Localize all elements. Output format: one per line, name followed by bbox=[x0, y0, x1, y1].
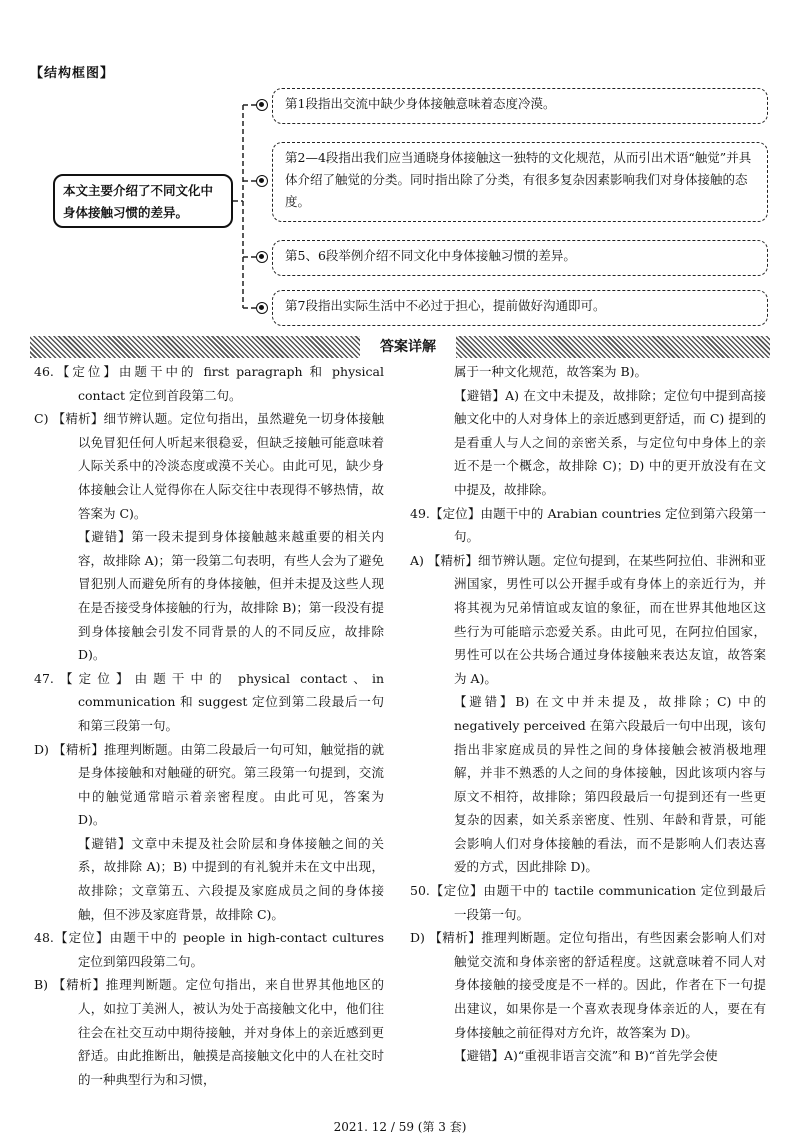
q49-locate: 49.【定位】由题干中的 Arabian countries 定位到第六段第一句。 bbox=[410, 505, 766, 545]
q46-analysis: C) 【精析】细节辨认题。定位句指出，虽然避免一切身体接触以免冒犯任何人听起来很稳妥，但缺乏接触可能意味着人际关系中的冷淡态度或漠不关心。由此可见，缺少身体接触会让人觉得你在人际交往中表现得不够热情，故答案为 C)。 bbox=[34, 411, 384, 521]
structure-branch-2: 第2—4段指出我们应当通晓身体接触这一独特的文化规范，从而引出术语“触觉”并具体介绍了触觉的分类。同时指出除了分类，有很多复杂因素影响我们对身体接触的态度。 bbox=[272, 142, 768, 222]
bullet-icon bbox=[256, 99, 268, 111]
q48-analysis-continued: 属于一种文化规范，故答案为 B)。 bbox=[454, 364, 648, 379]
q50-locate: 50.【定位】由题干中的 tactile communication 定位到最后一段第一句。 bbox=[410, 883, 766, 922]
bullet-icon bbox=[256, 175, 268, 187]
q46-error: 【避错】第一段未提到身体接触越来越重要的相关内容，故排除 A)；第一段第二句表明，有些人会为了避免冒犯别人而避免所有的身体接触，但并未提及这些人现在是否接受身体接触的行为，故排除 B)；第一段没有提到身体接触会引发不同背景的人的不同反应，故排除 D)。 bbox=[78, 529, 384, 663]
structure-title: 【结构框图】 bbox=[30, 66, 115, 81]
structure-main-box: 本文主要介绍了不同文化中身体接触习惯的差异。 bbox=[53, 174, 233, 228]
structure-branch-3: 第5、6段举例介绍不同文化中身体接触习惯的差异。 bbox=[272, 240, 768, 276]
q48-analysis: B) 【精析】推理判断题。定位句指出，来自世界其他地区的人，如拉丁美洲人，被认为处于高接触文化中，他们往往会在社交互动中期待接触，并对身体上的亲近感到更舒适。由此推断出，触摸是高接触文化中的人在社交时的一种典型行为和习惯， bbox=[34, 977, 384, 1087]
q47-error: 【避错】文章中未提及社会阶层和身体接触之间的关系，故排除 A)；B) 中提到的有礼貌并未在文中出现，故排除；文章第五、六段提及家庭成员之间的身体接触，但不涉及家庭背景，故排除 C)。 bbox=[78, 835, 384, 922]
page-footer: 2021. 12 / 59 (第 3 套) bbox=[333, 1120, 467, 1134]
q50-error: 【避错】A)“重视非语言交流”和 B)“首先学会使 bbox=[454, 1048, 718, 1064]
structure-branch-4: 第7段指出实际生活中不必过于担心，提前做好沟通即可。 bbox=[272, 290, 768, 326]
q48-locate: 48.【定位】由题干中的 people in high-contact cultures 定位到第四段第二句。 bbox=[34, 930, 384, 969]
bullet-icon bbox=[256, 302, 268, 314]
q48-error: 【避错】A) 在文中未提及，故排除；定位句中提到高接触文化中的人对身体上的亲近感到更舒适，而 C) 提到的是看重人与人之间的亲密关系，与定位句中身体上的亲近不是一个概念，故排除 C)；D) 中的更开放没有在文中提及，故排除。 bbox=[454, 387, 766, 497]
answers-right-column bbox=[410, 360, 766, 1068]
bullet-icon bbox=[256, 251, 268, 263]
section-title: 答案详解 bbox=[360, 336, 456, 358]
q49-analysis: A) 【精析】细节辨认题。定位句提到，在某些阿拉伯、非洲和亚洲国家，男性可以公开握手或有身体上的亲近行为，并将其视为兄弟情谊或友谊的象征，而在世界其他地区这些行为可能暗示恋爱关系。由此可见，在阿拉伯国家，男性可以在公共场合通过身体接触来表达友谊，故答案为 A)。 bbox=[410, 552, 766, 686]
q49-error: 【避错】B) 在文中并未提及，故排除；C) 中的 negatively perceived 在第六段最后一句中出现，该句指出非家庭成员的异性之间的身体接触会被消极地理解，并非不熟悉的人之间的身体接触，因此该项内容与原文不相符，故排除；第四段最后一句提到还有一些更复杂的因素，如关系亲密度、性别、年龄和背景，可能会影响人们对身体接触的看法，而不是影响人们表达喜爱的方式，因此排除 D)。 bbox=[454, 694, 766, 875]
q47-locate: 47.【定位】由题干中的 physical contact、in communication 和 suggest 定位到第二段最后一句和第三段第一句。 bbox=[34, 670, 384, 733]
q46-locate: 46.【定位】由题干中的 first paragraph 和 physical contact 定位到首段第二句。 bbox=[34, 364, 384, 403]
q50-analysis: D) 【精析】推理判断题。定位句指出，有些因素会影响人们对触觉交流和身体亲密的舒适程度。这就意味着不同人对身体接触的接受度是不一样的。因此，作者在下一句提出建议，如果你是一个喜欢表现身体亲近的人，要在有身体接触之前征得对方允许，故答案为 D)。 bbox=[410, 930, 766, 1040]
structure-branch-1: 第1段指出交流中缺少身体接触意味着态度冷漠。 bbox=[272, 88, 768, 124]
answers-left-column bbox=[34, 360, 384, 1091]
q47-analysis: D) 【精析】推理判断题。由第二段最后一句可知，触觉指的就是身体接触和对触碰的研究。第三段第一句提到，交流中的触觉通常暗示着亲密程度。由此可见，答案为 D)。 bbox=[34, 741, 384, 828]
